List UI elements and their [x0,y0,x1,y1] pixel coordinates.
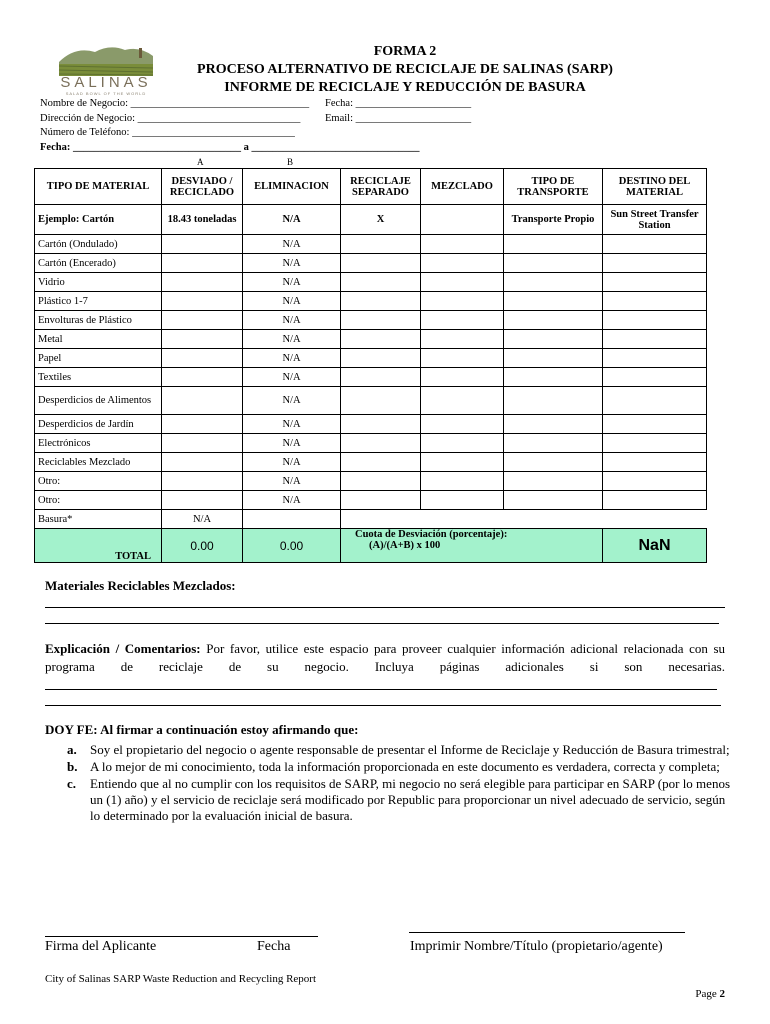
transporte-cell[interactable] [504,472,603,491]
desviado-cell[interactable] [162,434,243,453]
comments-text: Por favor, utilice este espacio para proveer cualquier información adicional relacionada con su programa de reciclaje de su negocio. Incluya páginas adicionales si son necesarias. [45,641,726,674]
business-address-field[interactable]: Dirección de Negocio: _______________________________ [40,113,301,124]
salinas-logo [55,42,157,96]
example-material: Ejemplo: Cartón [35,205,162,235]
mezclado-cell[interactable] [421,254,504,273]
desviado-cell[interactable] [162,254,243,273]
header-desviado: DESVIADO / RECICLADO [162,169,243,205]
separado-cell[interactable] [341,434,421,453]
cuota-formula: (A)/(A+B) x 100 [369,540,441,551]
table-row [35,330,707,349]
mezclado-cell[interactable] [421,330,504,349]
logo-name: SALINAS [60,74,152,91]
material-cell: Metal [35,330,162,349]
signature-line[interactable] [45,936,318,937]
example-eliminacion: N/A [243,205,341,235]
transporte-cell[interactable] [504,235,603,254]
example-row [35,205,707,235]
destino-cell[interactable] [603,415,707,434]
example-desviado: 18.43 toneladas [162,205,243,235]
mezclado-cell[interactable] [421,235,504,254]
footer-text: City of Salinas SARP Waste Reduction and Recycling Report [45,973,317,985]
logo-tagline: SALAD BOWL OF THE WORLD [65,91,147,96]
eliminacion-cell[interactable]: N/A [243,292,341,311]
destino-cell[interactable] [603,235,707,254]
mezclado-cell[interactable] [421,311,504,330]
destino-cell[interactable] [603,387,707,415]
desviado-cell[interactable] [162,292,243,311]
cert-item-a [45,742,735,758]
table-row [35,387,707,415]
table-row [35,472,707,491]
date-field[interactable]: Fecha: ______________________ [325,98,472,109]
eliminacion-cell[interactable]: N/A [243,330,341,349]
basura-empty [341,510,707,529]
separado-cell[interactable] [341,491,421,510]
desviado-cell[interactable] [162,273,243,292]
landscape-logo-icon [55,42,157,76]
separado-cell[interactable] [341,415,421,434]
desviado-cell[interactable] [162,387,243,415]
transporte-cell[interactable] [504,415,603,434]
transporte-cell[interactable] [504,311,603,330]
example-mezclado [421,205,504,235]
cert-key-b: b. [67,759,78,774]
cuota-value: NaN [603,529,707,563]
transporte-cell[interactable] [504,434,603,453]
material-cell: Papel [35,349,162,368]
certification-section [45,722,735,825]
transporte-cell[interactable] [504,453,603,472]
header-transporte: TIPO DE TRANSPORTE [504,169,603,205]
signature-date-label: Fecha [257,939,291,954]
eliminacion-cell[interactable]: N/A [243,453,341,472]
mixed-line-2[interactable] [45,623,719,624]
table-row [35,292,707,311]
cert-item-c [45,776,735,824]
table-row [35,368,707,387]
cert-item-b [45,759,735,775]
eliminacion-cell[interactable]: N/A [243,415,341,434]
table-row [35,311,707,330]
eliminacion-cell[interactable]: N/A [243,472,341,491]
period-end-blank: ________________________________ [251,142,420,153]
cert-text-b: A lo mejor de mi conocimiento, toda la información proporcionada en este documento es verdadera, correcta y completa; [90,759,720,774]
table-row [35,235,707,254]
header-mezclado: MEZCLADO [421,169,504,205]
column-letter-b: B [287,157,294,167]
example-separado: X [341,205,421,235]
desviado-cell[interactable] [162,349,243,368]
separado-cell[interactable] [341,472,421,491]
destino-cell[interactable] [603,368,707,387]
mezclado-cell[interactable] [421,368,504,387]
form-number: FORMA 2 [373,44,437,59]
comments-label: Explicación / Comentarios: [45,641,201,656]
transporte-cell[interactable] [504,368,603,387]
eliminacion-cell[interactable]: N/A [243,349,341,368]
mezclado-cell[interactable] [421,453,504,472]
separado-cell[interactable] [341,273,421,292]
material-cell: Electrónicos [35,434,162,453]
transporte-cell[interactable] [504,491,603,510]
separado-cell[interactable] [341,453,421,472]
cert-key-a: a. [67,742,77,757]
destino-cell[interactable] [603,292,707,311]
material-cell: Cartón (Ondulado) [35,235,162,254]
table-row [35,434,707,453]
header-separado: RECICLAJE SEPARADO [341,169,421,205]
table-header-row [35,169,707,205]
table-row [35,453,707,472]
mezclado-cell[interactable] [421,387,504,415]
desviado-cell[interactable] [162,368,243,387]
separado-cell[interactable] [341,235,421,254]
table-row [35,349,707,368]
destino-cell[interactable] [603,349,707,368]
phone-field[interactable]: Número de Teléfono: _______________________________ [40,127,295,138]
table-row [35,254,707,273]
transporte-cell[interactable] [504,387,603,415]
table-row [35,273,707,292]
total-label: TOTAL [35,529,162,563]
material-cell: Desperdicios de Alimentos [35,387,162,415]
transporte-cell[interactable] [504,273,603,292]
material-cell: Cartón (Encerado) [35,254,162,273]
mezclado-cell[interactable] [421,491,504,510]
page-num: 2 [719,988,725,1000]
table-row [35,415,707,434]
eliminacion-cell[interactable]: N/A [243,254,341,273]
separado-cell[interactable] [341,368,421,387]
mezclado-cell[interactable] [421,434,504,453]
mezclado-cell[interactable] [421,273,504,292]
example-transporte: Transporte Propio [504,205,603,235]
certification-heading: DOY FE: Al firmar a continuación estoy afirmando que: [45,722,359,737]
material-cell: Textiles [35,368,162,387]
mixed-recyclables-label: Materiales Reciclables Mezclados: [45,578,236,593]
material-cell: Vidrio [35,273,162,292]
desviado-cell[interactable] [162,311,243,330]
destino-cell[interactable] [603,254,707,273]
desviado-cell[interactable] [162,491,243,510]
header-eliminacion: ELIMINACION [243,169,341,205]
header-destino: DESTINO DEL MATERIAL [603,169,707,205]
eliminacion-cell[interactable]: N/A [243,491,341,510]
column-letter-a: A [197,157,204,167]
transporte-cell[interactable] [504,292,603,311]
eliminacion-cell[interactable]: N/A [243,387,341,415]
period-separator: a [243,142,249,153]
destino-cell[interactable] [603,472,707,491]
signature-label: Firma del Aplicante [45,939,157,954]
basura-desviado: N/A [162,510,243,529]
separado-cell[interactable] [341,330,421,349]
cert-key-c: c. [67,776,77,791]
comments-line-2[interactable] [45,705,721,706]
page-label: Page [695,988,717,1000]
transporte-cell[interactable] [504,254,603,273]
eliminacion-cell[interactable]: N/A [243,235,341,254]
separado-cell[interactable] [341,349,421,368]
material-cell: Reciclables Mezclado [35,453,162,472]
cert-text-c: Entiendo que al no cumplir con los requisitos de SARP, mi negocio no será elegible para participar en SARP (por lo menos un (1) año) y el servicio de reciclaje será modificado por Republic para proporcionar un nivel adecuado de servicio, según lo determinado por la evaluación inicial de basura. [90,776,731,823]
table-row [35,491,707,510]
comments-paragraph [45,640,725,676]
header-tipo-material: TIPO DE MATERIAL [35,169,162,205]
separado-cell[interactable] [341,387,421,415]
form-title: PROCESO ALTERNATIVO DE RECICLAJE DE SALINAS (SARP) [197,62,613,77]
destino-cell[interactable] [603,273,707,292]
total-desviado: 0.00 [162,529,243,563]
material-cell: Envolturas de Plástico [35,311,162,330]
cuota-label: Cuota de Desviación (porcentaje): [355,529,508,540]
transporte-cell[interactable] [504,330,603,349]
business-name-field[interactable]: Nombre de Negocio: __________________________________ [40,98,310,109]
period-label: Fecha: [40,142,71,153]
desviado-cell[interactable] [162,235,243,254]
mezclado-cell[interactable] [421,472,504,491]
eliminacion-cell[interactable]: N/A [243,368,341,387]
desviado-cell[interactable] [162,330,243,349]
separado-cell[interactable] [341,311,421,330]
example-destino: Sun Street Transfer Station [603,205,707,235]
destino-cell[interactable] [603,453,707,472]
form-subtitle: INFORME DE RECICLAJE Y REDUCCIÓN DE BASURA [224,80,586,95]
print-name-line[interactable] [409,932,685,933]
print-name-label: Imprimir Nombre/Título (propietario/agente) [410,939,663,954]
cert-text-a: Soy el propietario del negocio o agente responsable de presentar el Informe de Reciclaje y Reducción de Basura trimestral; [90,742,730,757]
destino-cell[interactable] [603,434,707,453]
period-field[interactable] [40,142,419,153]
total-row [35,529,707,563]
material-cell: Desperdicios de Jardín [35,415,162,434]
desviado-cell[interactable] [162,453,243,472]
cuota-cell [341,529,603,563]
desviado-cell[interactable] [162,415,243,434]
recycling-table [34,168,707,563]
mezclado-cell[interactable] [421,349,504,368]
email-field[interactable]: Email: ______________________ [325,113,472,124]
mixed-line-1[interactable] [45,607,725,608]
period-start-blank: ________________________________ [72,142,241,153]
basura-label: Basura* [35,510,162,529]
page-number [695,988,725,1000]
total-eliminacion: 0.00 [243,529,341,563]
transporte-cell[interactable] [504,349,603,368]
mezclado-cell[interactable] [421,292,504,311]
desviado-cell[interactable] [162,472,243,491]
eliminacion-cell[interactable]: N/A [243,434,341,453]
destino-cell[interactable] [603,330,707,349]
eliminacion-cell[interactable]: N/A [243,273,341,292]
separado-cell[interactable] [341,254,421,273]
basura-row [35,510,707,529]
eliminacion-cell[interactable]: N/A [243,311,341,330]
separado-cell[interactable] [341,292,421,311]
material-cell: Otro: [35,472,162,491]
material-cell: Otro: [35,491,162,510]
destino-cell[interactable] [603,491,707,510]
destino-cell[interactable] [603,311,707,330]
mezclado-cell[interactable] [421,415,504,434]
basura-eliminacion[interactable] [243,510,341,529]
comments-line-1[interactable] [45,689,717,690]
material-cell: Plástico 1-7 [35,292,162,311]
